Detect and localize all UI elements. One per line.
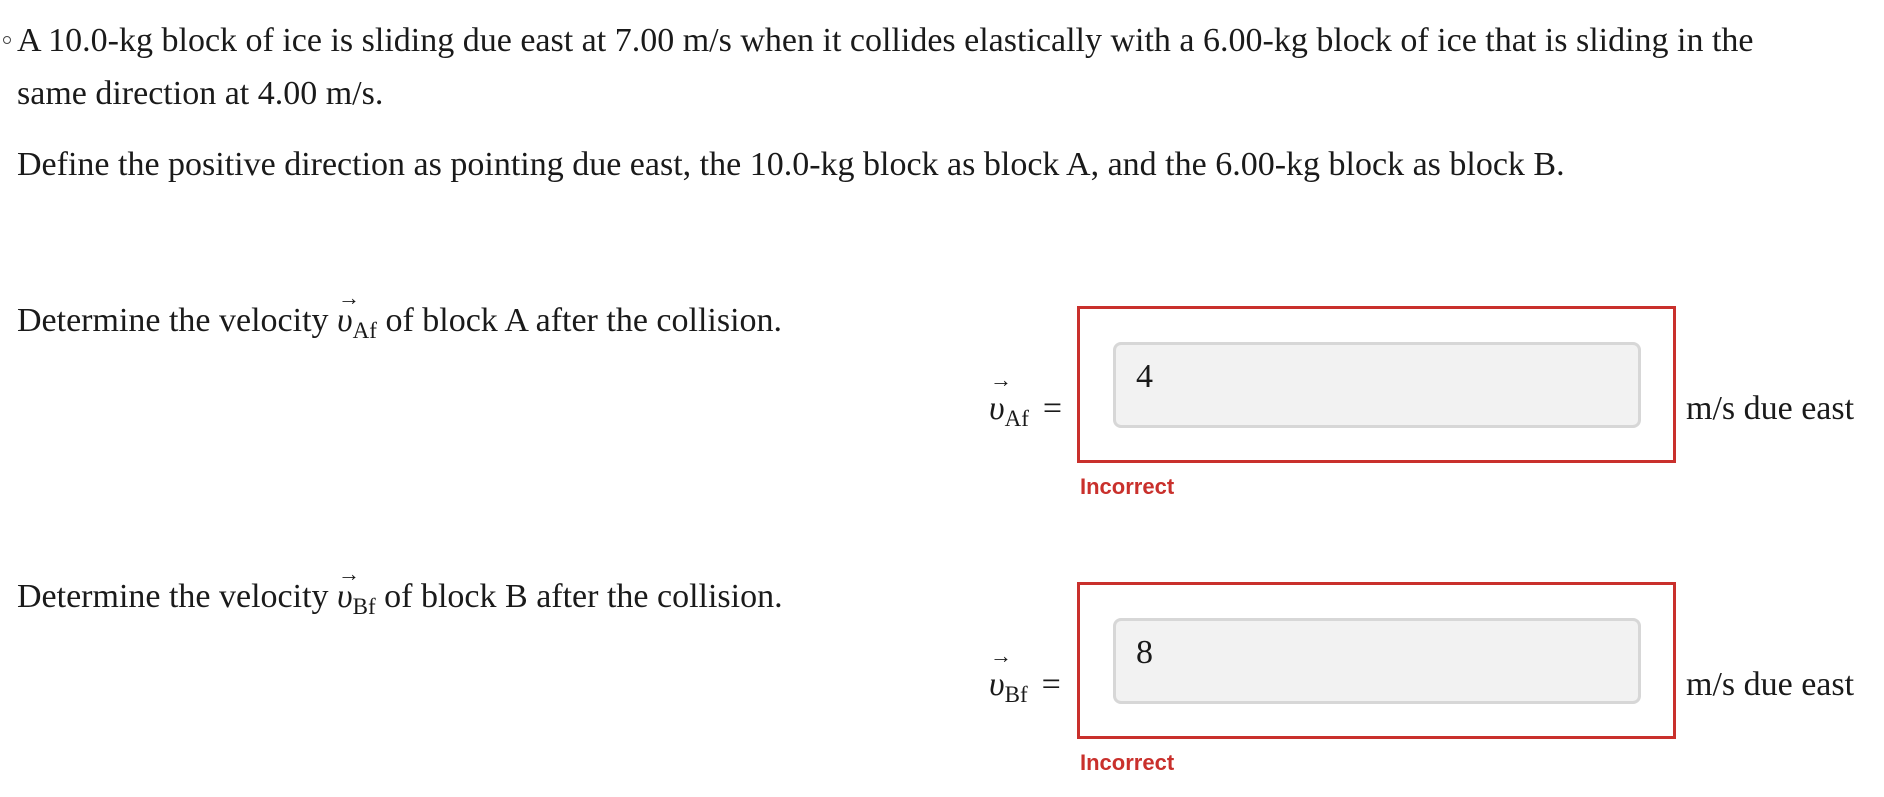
- question-block-a: [17, 296, 782, 349]
- direction-definition: Define the positive direction as pointing due east, the 10.0-kg block as block A, and the 6.00-kg block as block B.: [17, 146, 1565, 183]
- question-b-suffix: of block B after the collision.: [375, 578, 783, 615]
- unit-label-b: m/s due east: [1686, 666, 1855, 703]
- question-a-suffix: of block A after the collision.: [376, 302, 783, 339]
- variable-label-a: [989, 390, 1063, 431]
- status-label-b: Incorrect: [1080, 750, 1175, 775]
- question-a-prefix: Determine the velocity: [17, 302, 338, 339]
- velocity-symbol-b: → υ: [337, 572, 353, 622]
- velocity-subscript-b-label: Bf: [1004, 682, 1028, 707]
- status-label-a: Incorrect: [1080, 474, 1175, 499]
- velocity-symbol-b-label: → υ: [989, 666, 1005, 704]
- velocity-a-input[interactable]: 4: [1113, 342, 1641, 428]
- question-block-b: [17, 572, 783, 625]
- bullet-icon: [3, 36, 11, 44]
- unit-label-a: m/s due east: [1686, 390, 1855, 427]
- velocity-symbol-a: → υ: [337, 296, 353, 346]
- equals-sign-a: =: [1042, 390, 1063, 427]
- velocity-subscript-a-label: Af: [1004, 406, 1029, 431]
- problem-line-1: A 10.0-kg block of ice is sliding due east at 7.00 m/s when it collides elastically with a 6.00-kg block of ice that is sliding in the: [17, 22, 1754, 59]
- variable-label-b: [989, 666, 1061, 707]
- question-b-prefix: Determine the velocity: [17, 578, 338, 615]
- equals-sign-b: =: [1041, 666, 1061, 703]
- velocity-subscript-b: Bf: [352, 594, 376, 619]
- problem-statement: [17, 14, 1867, 120]
- problem-line-2: same direction at 4.00 m/s.: [17, 75, 384, 112]
- velocity-subscript-a: Af: [352, 318, 377, 343]
- velocity-symbol-a-label: → υ: [989, 390, 1005, 428]
- velocity-b-input[interactable]: 8: [1113, 618, 1641, 704]
